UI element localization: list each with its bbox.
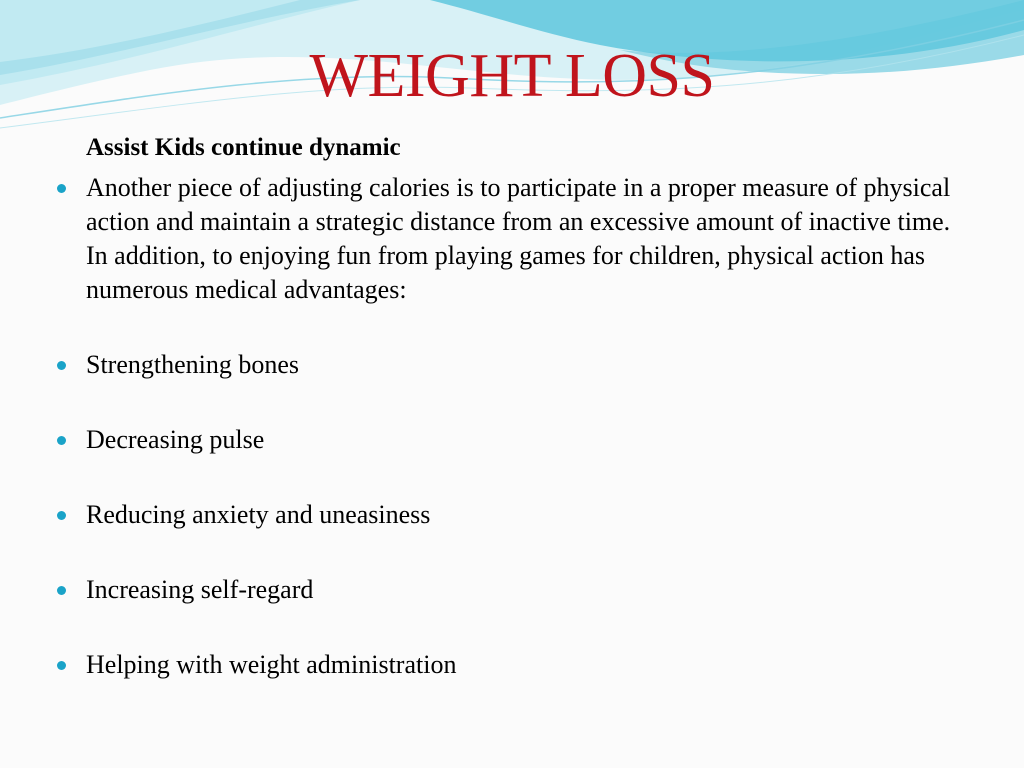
bullet-icon [57, 436, 66, 445]
list-item [57, 348, 957, 382]
list-item-text: Helping with weight administration [86, 650, 457, 679]
subheading: Assist Kids continue dynamic [86, 134, 401, 161]
intro-paragraph: Another piece of adjusting calories is to participate in a proper measure of physical action and maintain a strategic distance from an excessive amount of inactive time. In addition, to enjoying fun from playing games for children, physical action has numerous medical advantages: [86, 173, 951, 304]
bullet-icon [57, 586, 66, 595]
bullet-icon [57, 184, 66, 193]
list-item [57, 648, 957, 682]
bullet-icon [57, 511, 66, 520]
list-item [57, 423, 957, 457]
list-item-text: Increasing self-regard [86, 575, 314, 604]
list-item-text: Reducing anxiety and uneasiness [86, 500, 431, 529]
list-item [57, 573, 957, 607]
slide-title: WEIGHT LOSS [309, 42, 715, 110]
list-item-text: Strengthening bones [86, 350, 300, 379]
list-item [57, 498, 957, 532]
bullet-icon [57, 661, 66, 670]
bullet-icon [57, 361, 66, 370]
intro-paragraph-item [57, 171, 957, 307]
slide-body [57, 131, 957, 682]
list-item-text: Decreasing pulse [86, 425, 265, 454]
